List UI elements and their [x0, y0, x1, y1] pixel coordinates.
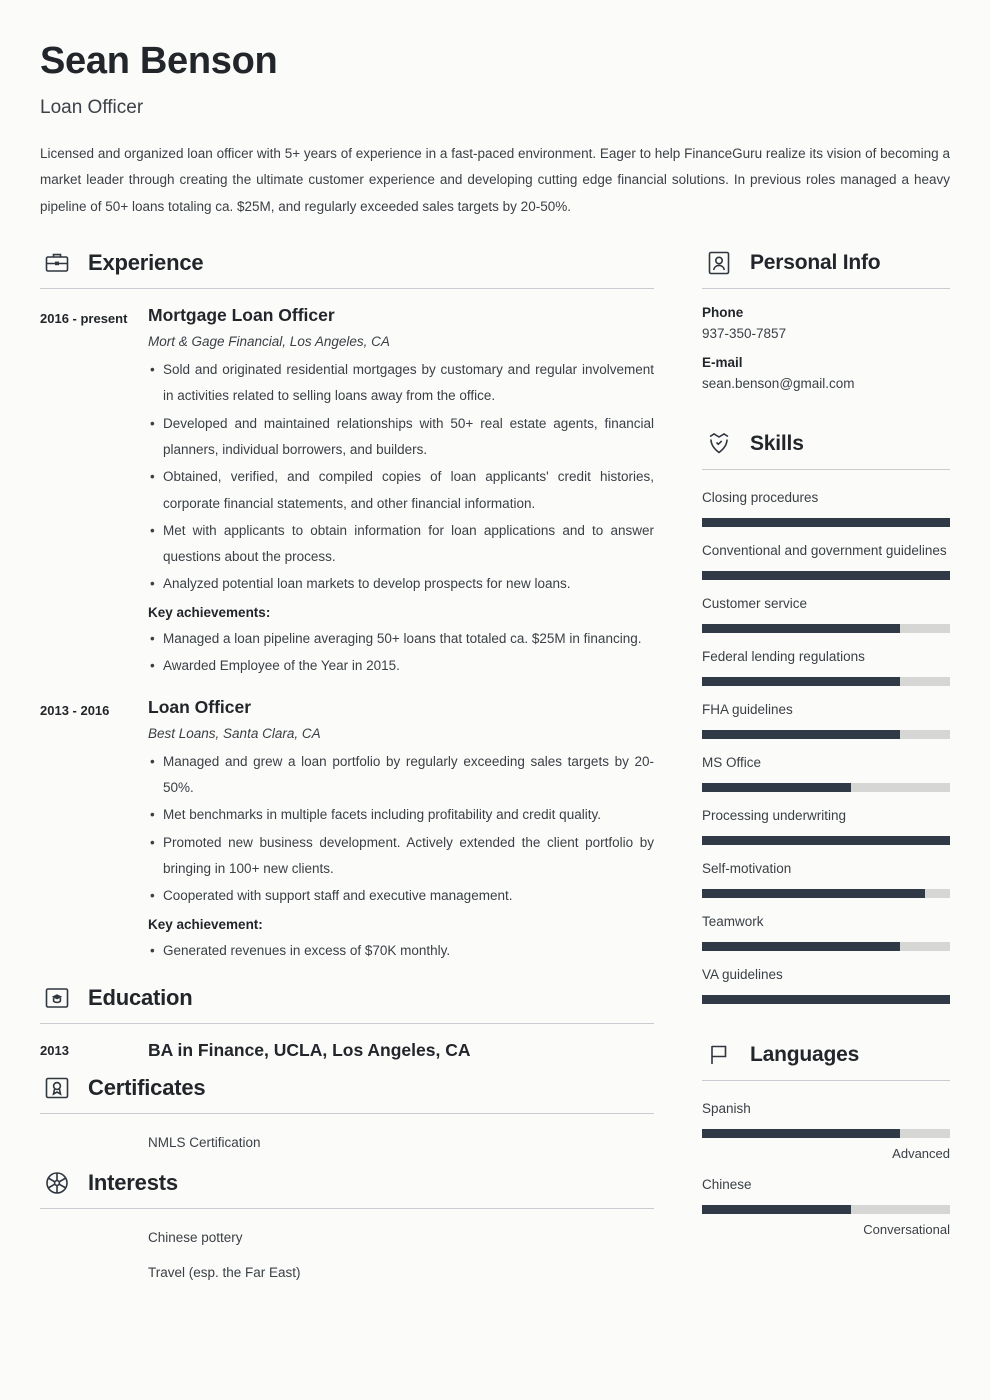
skill-name: FHA guidelines [702, 701, 793, 717]
section-languages [702, 1038, 950, 1237]
compass-icon [40, 1166, 74, 1200]
language-level-label: Advanced [892, 1145, 950, 1161]
section-title: Certificates [88, 1075, 206, 1101]
skill-bar-fill [702, 783, 851, 792]
briefcase-icon [40, 246, 74, 280]
skill-bar [702, 889, 950, 898]
experience-heading [40, 246, 654, 289]
section-title: Personal Info [750, 250, 881, 274]
spacer [702, 1016, 950, 1038]
list-item: • Generated revenues in excess of $70K monthly. [148, 938, 654, 964]
entry-achievements [148, 626, 654, 680]
section-title: Experience [88, 249, 204, 275]
language-bar [702, 1205, 950, 1214]
skill-item [702, 910, 950, 951]
skill-bar [702, 677, 950, 686]
experience-entry [40, 305, 654, 681]
list-item: • Analyzed potential loan markets to develop prospects for new loans. [148, 571, 654, 597]
section-title: Interests [88, 1169, 178, 1195]
languages-heading [702, 1038, 950, 1081]
entry-company: Best Loans, Santa Clara, CA [148, 725, 321, 741]
list-item: • Managed and grew a loan portfolio by regularly exceeding sales targets by 20-50%. [148, 749, 654, 802]
language-item [702, 1097, 950, 1161]
personal-info-item [702, 305, 950, 341]
entry-degree: BA in Finance, UCLA, Los Angeles, CA [148, 1040, 471, 1061]
section-title: Skills [750, 431, 804, 455]
resume-body [40, 246, 950, 1296]
skill-bar-fill [702, 995, 950, 1004]
skill-name: MS Office [702, 754, 762, 770]
entry-body [148, 305, 654, 681]
skill-name: VA guidelines [702, 966, 783, 982]
skill-bar-fill [702, 677, 900, 686]
skill-item [702, 804, 950, 845]
list-item: • Met with applicants to obtain information for loan applications and to answer questions about the process. [148, 518, 654, 571]
skill-bar [702, 624, 950, 633]
skill-bar [702, 942, 950, 951]
section-interests [40, 1166, 654, 1286]
skill-name: Conventional and government guidelines [702, 542, 947, 558]
skill-bar [702, 995, 950, 1004]
certificate-name: NMLS Certification [148, 1135, 261, 1151]
user-icon [702, 246, 736, 280]
flag-icon [702, 1038, 736, 1072]
section-education [40, 981, 654, 1061]
entry-company: Mort & Gage Financial, Los Angeles, CA [148, 333, 390, 349]
section-title: Education [88, 985, 193, 1011]
award-icon [40, 1071, 74, 1105]
info-label: E-mail [702, 354, 743, 370]
entry-role: Loan Officer [148, 696, 252, 717]
key-achievements-label: Key achievements: [148, 604, 271, 620]
list-item: • Sold and originated residential mortgages by customary and regular involvement in activities related to selling loans away from the office. [148, 357, 654, 410]
skill-bar-fill [702, 942, 900, 951]
interests-heading [40, 1166, 654, 1209]
entry-date [40, 1225, 148, 1251]
skill-bar [702, 783, 950, 792]
language-bar [702, 1129, 950, 1138]
education-heading [40, 981, 654, 1024]
spacer [702, 405, 950, 427]
skill-name: Customer service [702, 595, 808, 611]
skill-name: Processing underwriting [702, 807, 847, 823]
section-personal-info [702, 246, 950, 391]
skill-bar [702, 518, 950, 527]
info-label: Phone [702, 304, 744, 320]
entry-body [148, 697, 654, 966]
language-name: Chinese [702, 1176, 752, 1192]
info-value: sean.benson@gmail.com [702, 375, 855, 391]
section-skills [702, 427, 950, 1004]
skill-bar [702, 571, 950, 580]
entry-date: 2013 [40, 1043, 69, 1059]
language-bar-fill [702, 1205, 851, 1214]
interest-name: Travel (esp. the Far East) [148, 1265, 301, 1281]
education-entry [40, 1040, 654, 1061]
language-name: Spanish [702, 1100, 751, 1116]
section-title: Languages [750, 1042, 860, 1066]
entry-bullets [148, 749, 654, 910]
entry-bullets [148, 357, 654, 598]
entry-date: 2016 - present [40, 310, 128, 326]
list-item: • Developed and maintained relationships with 50+ real estate agents, financial planners, individual borrowers, and builders. [148, 411, 654, 464]
key-achievements-label: Key achievement: [148, 916, 263, 932]
language-level-label: Conversational [863, 1221, 950, 1237]
skill-item [702, 592, 950, 633]
list-item: • Met benchmarks in multiple facets including profitability and credit quality. [148, 802, 654, 828]
entry-date [40, 1130, 148, 1156]
skill-bar-fill [702, 571, 950, 580]
interest-entry [40, 1225, 654, 1251]
experience-entry [40, 697, 654, 966]
entry-role: Mortgage Loan Officer [148, 304, 335, 325]
skill-item [702, 539, 950, 580]
certificates-heading [40, 1071, 654, 1114]
skill-bar [702, 730, 950, 739]
list-item: • Promoted new business development. Actively extended the client portfolio by bringing in 100+ new clients. [148, 830, 654, 883]
language-item [702, 1173, 950, 1237]
info-value: 937-350-7857 [702, 325, 787, 341]
professional-summary: Licensed and organized loan officer with 5+ years of experience in a fast-paced environment. Eager to help FinanceGuru realize its vision of becoming a market leader through creating the ultimate customer experience and developing cutting edge financial solutions. In previous roles managed a heavy pipeline of 50+ loans totaling ca. $25M, and regularly exceeded sales targets by 20-50%. [40, 146, 950, 214]
skill-item [702, 645, 950, 686]
skill-item [702, 963, 950, 1004]
skill-bar-fill [702, 624, 900, 633]
ribbon-icon [702, 427, 736, 461]
skill-bar-fill [702, 889, 925, 898]
job-title: Loan Officer [40, 97, 144, 118]
list-item: • Obtained, verified, and compiled copies of loan applicants' credit histories, corporate financial statements, and other financial information. [148, 464, 654, 517]
entry-date: 2013 - 2016 [40, 702, 110, 718]
skill-bar-fill [702, 836, 950, 845]
skill-name: Closing procedures [702, 489, 819, 505]
skill-item [702, 857, 950, 898]
skill-bar [702, 836, 950, 845]
resume-header [40, 40, 950, 220]
skill-name: Self-motivation [702, 860, 792, 876]
personal-info-item [702, 355, 950, 391]
section-certificates [40, 1071, 654, 1156]
interest-entry [40, 1260, 654, 1286]
certificate-entry [40, 1130, 654, 1156]
interest-name: Chinese pottery [148, 1229, 243, 1245]
entry-date [40, 1260, 148, 1286]
section-experience [40, 246, 654, 965]
graduation-cap-icon [40, 981, 74, 1015]
page-title: Sean Benson [40, 40, 278, 82]
skill-name: Federal lending regulations [702, 648, 865, 664]
skill-item [702, 698, 950, 739]
list-item: • Awarded Employee of the Year in 2015. [148, 653, 654, 679]
skill-name: Teamwork [702, 913, 764, 929]
main-column [40, 246, 678, 1296]
personal-info-heading [702, 246, 950, 289]
skill-item [702, 486, 950, 527]
sidebar-column [678, 246, 950, 1249]
list-item: • Managed a loan pipeline averaging 50+ loans that totaled ca. $25M in financing. [148, 626, 654, 652]
language-bar-fill [702, 1129, 900, 1138]
skill-bar-fill [702, 518, 950, 527]
skill-bar-fill [702, 730, 900, 739]
skills-heading [702, 427, 950, 470]
skill-item [702, 751, 950, 792]
list-item: • Cooperated with support staff and executive management. [148, 883, 654, 909]
entry-achievements [148, 938, 654, 964]
